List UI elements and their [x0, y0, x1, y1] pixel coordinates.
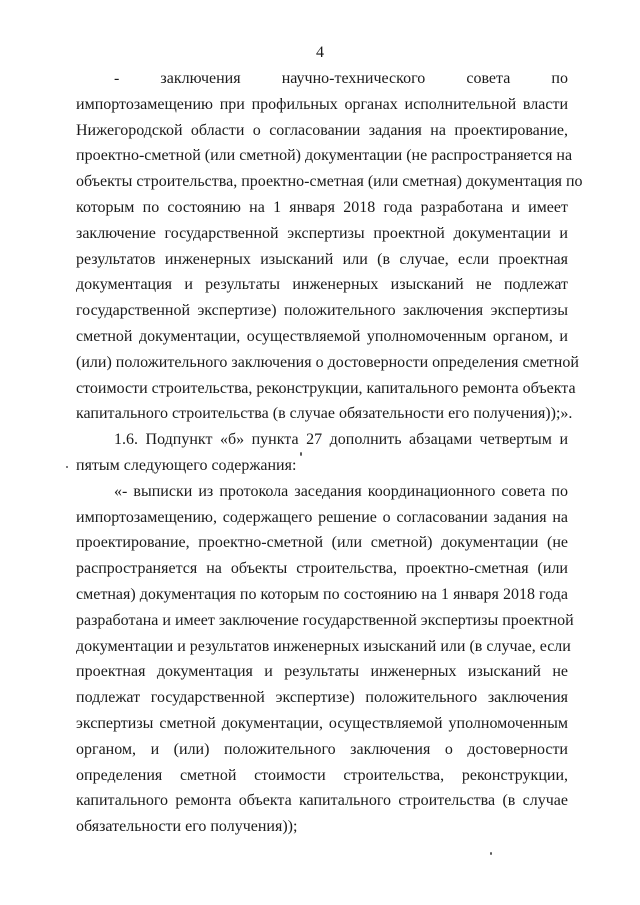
- text-line: проектная документация и результаты инженерных изысканий не: [76, 663, 568, 681]
- text-line: стоимости строительства, реконструкции, капитального ремонта объекта: [76, 379, 576, 397]
- text-line: 1.6. Подпункт «б» пункта 27 дополнить абзацами четвертым и: [114, 431, 568, 449]
- document-body: [76, 66, 583, 840]
- text-line: капитального строительства (в случае обязательности его получения));».: [76, 405, 573, 423]
- scan-speck: [490, 852, 492, 855]
- text-line: обязательности его получения));: [76, 818, 298, 836]
- paragraph-1: [76, 66, 583, 427]
- text-line: Нижегородской области о согласовании задания на проектирование,: [76, 121, 568, 139]
- text-line: документация и результаты инженерных изысканий не подлежат: [76, 276, 568, 294]
- text-line: распространяется на объекты строительства, проектно-сметная (или: [76, 560, 568, 578]
- text-line: заключение государственной экспертизы проектной документации и: [76, 224, 568, 242]
- text-line: проектирование, проектно-сметной (или сметной) документации (не: [76, 534, 568, 552]
- paragraph-2: [76, 427, 568, 479]
- text-line: государственной экспертизе) положительного заключения экспертизы: [76, 302, 568, 320]
- text-line: органом, и (или) положительного заключения о достоверности: [76, 740, 568, 758]
- scan-speck: [66, 466, 68, 468]
- scan-speck: [300, 452, 302, 456]
- text-line: объекты строительства, проектно-сметная (или сметная) документация по: [76, 173, 583, 191]
- text-line: сметная) документация по которым по состоянию на 1 января 2018 года: [76, 585, 568, 603]
- text-line: «- выписки из протокола заседания координационного совета по: [114, 482, 568, 500]
- paragraph-3: [76, 479, 574, 840]
- text-line: (или) положительного заключения о достоверности определения сметной: [76, 353, 579, 371]
- page-number: 4: [316, 44, 324, 61]
- text-line: - заключения научно-технического совета по: [114, 70, 568, 87]
- text-line: пятым следующего содержания:: [76, 456, 297, 474]
- text-line: подлежат государственной экспертизе) положительного заключения: [76, 689, 568, 707]
- text-line: капитального ремонта объекта капитального строительства (в случае: [76, 792, 568, 810]
- text-line: сметной документации, осуществляемой уполномоченным органом, и: [76, 327, 568, 345]
- text-line: импортозамещению, содержащего решение о согласовании задания на: [76, 508, 568, 526]
- text-line: экспертизы сметной документации, осуществляемой уполномоченным: [76, 714, 568, 732]
- text-line: импортозамещению при профильных органах исполнительной власти: [76, 95, 568, 113]
- text-line: документации и результатов инженерных изысканий или (в случае, если: [76, 637, 571, 655]
- text-line: определения сметной стоимости строительства, реконструкции,: [76, 766, 568, 784]
- text-line: разработана и имеет заключение государственной экспертизы проектной: [76, 611, 574, 629]
- text-line: результатов инженерных изысканий или (в случае, если проектная: [76, 250, 568, 268]
- text-line: проектно-сметной (или сметной) документации (не распространяется на: [76, 147, 573, 165]
- text-line: которым по состоянию на 1 января 2018 года разработана и имеет: [76, 198, 568, 216]
